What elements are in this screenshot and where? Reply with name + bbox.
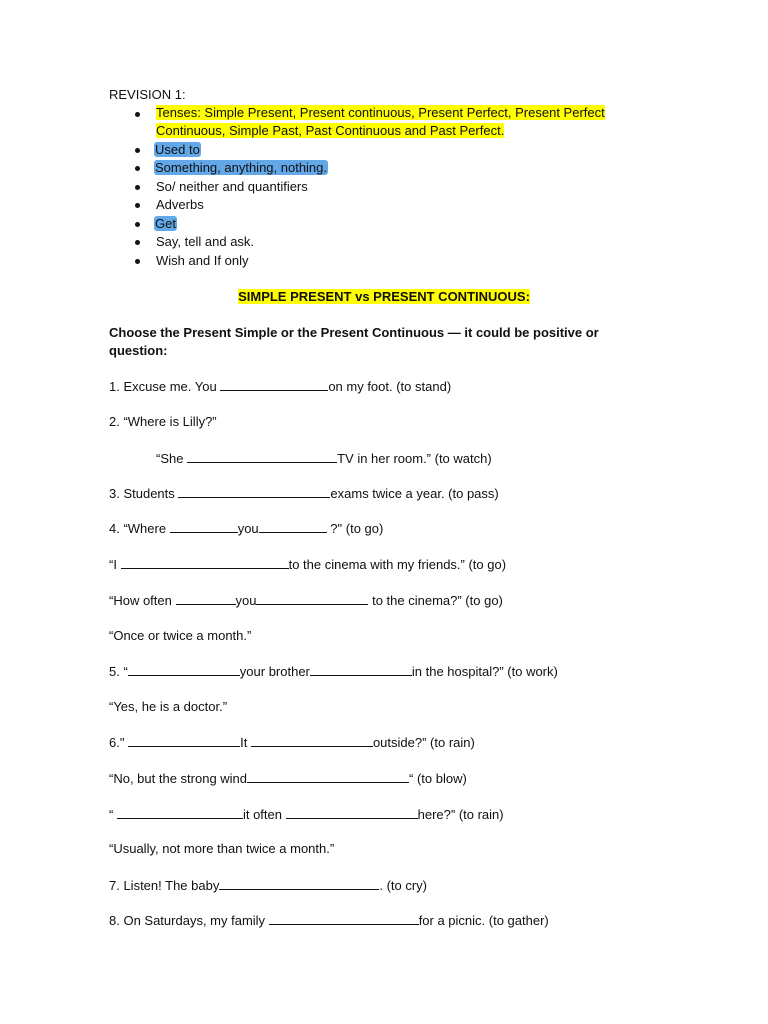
bullet-dot [135, 148, 140, 153]
revision-label: REVISION 1: [109, 87, 186, 102]
exercise-7: 7. Listen! The baby . (to cry) [109, 878, 428, 893]
exercise-8: 8. On Saturdays, my family for a picnic. (to gather) [109, 913, 549, 928]
section-heading: SIMPLE PRESENT vs PRESENT CONTINUOUS: [238, 289, 530, 304]
bullet-dot [135, 203, 140, 208]
instruction-line2: question: [109, 343, 168, 358]
answer-blank[interactable] [128, 663, 240, 676]
answer-blank[interactable] [256, 592, 368, 605]
topic-item-tenses-line1: Tenses: Simple Present, Present continuous, Present Perfect, Present Perfect [156, 105, 605, 120]
answer-blank[interactable] [310, 663, 412, 676]
exercise-3: 3. Students exams twice a year. (to pass) [109, 486, 499, 501]
bullet-dot [135, 240, 140, 245]
answer-blank[interactable] [117, 806, 243, 819]
answer-blank[interactable] [269, 912, 419, 925]
exercise-5: 5. “ your brother in the hospital?” (to work) [109, 664, 558, 679]
exercise-4-question: “How often you to the cinema?” (to go) [109, 593, 503, 608]
bullet-dot [135, 185, 140, 190]
topic-item-wish: Wish and If only [156, 253, 249, 268]
bullet-dot [135, 112, 140, 117]
answer-blank[interactable] [187, 450, 337, 463]
exercise-6-question: “ it often here?” (to rain) [109, 807, 504, 822]
answer-blank[interactable] [220, 378, 328, 391]
answer-blank[interactable] [259, 520, 327, 533]
exercise-6: 6." It outside?” (to rain) [109, 735, 475, 750]
exercise-2: 2. “Where is Lilly?” [109, 414, 217, 429]
exercise-4-answer: “I to the cinema with my friends.” (to go) [109, 557, 507, 572]
exercise-6-final-reply: “Usually, not more than twice a month.” [109, 841, 335, 856]
answer-blank[interactable] [121, 556, 289, 569]
exercise-5-reply: “Yes, he is a doctor.” [109, 699, 228, 714]
answer-blank[interactable] [286, 806, 418, 819]
answer-blank[interactable] [176, 592, 236, 605]
topic-item-used-to: Used to [155, 142, 200, 157]
topic-item-adverbs: Adverbs [156, 197, 204, 212]
topic-item-so-neither: So/ neither and quantifiers [156, 179, 308, 194]
exercise-1: 1. Excuse me. You on my foot. (to stand) [109, 379, 452, 394]
exercise-6-reply: “No, but the strong wind “ (to blow) [109, 771, 467, 786]
answer-blank[interactable] [128, 734, 240, 747]
exercise-2-answer: “She TV in her room.” (to watch) [156, 451, 492, 466]
topic-item-get: Get [155, 216, 176, 231]
exercise-4: 4. “Where you ?" (to go) [109, 521, 384, 536]
exercise-4-reply: “Once or twice a month.” [109, 628, 252, 643]
answer-blank[interactable] [251, 734, 373, 747]
topic-item-something: Something, anything, nothing. [155, 160, 328, 175]
answer-blank[interactable] [178, 485, 330, 498]
topic-item-tenses-line2: Continuous, Simple Past, Past Continuous and Past Perfect. [156, 123, 505, 138]
bullet-dot [135, 259, 140, 264]
instruction-line1: Choose the Present Simple or the Present Continuous — it could be positive or [109, 325, 599, 340]
answer-blank[interactable] [170, 520, 238, 533]
answer-blank[interactable] [247, 770, 409, 783]
topic-item-say-tell-ask: Say, tell and ask. [156, 234, 255, 249]
bullet-dot [135, 166, 140, 171]
bullet-dot [135, 222, 140, 227]
answer-blank[interactable] [219, 877, 379, 890]
